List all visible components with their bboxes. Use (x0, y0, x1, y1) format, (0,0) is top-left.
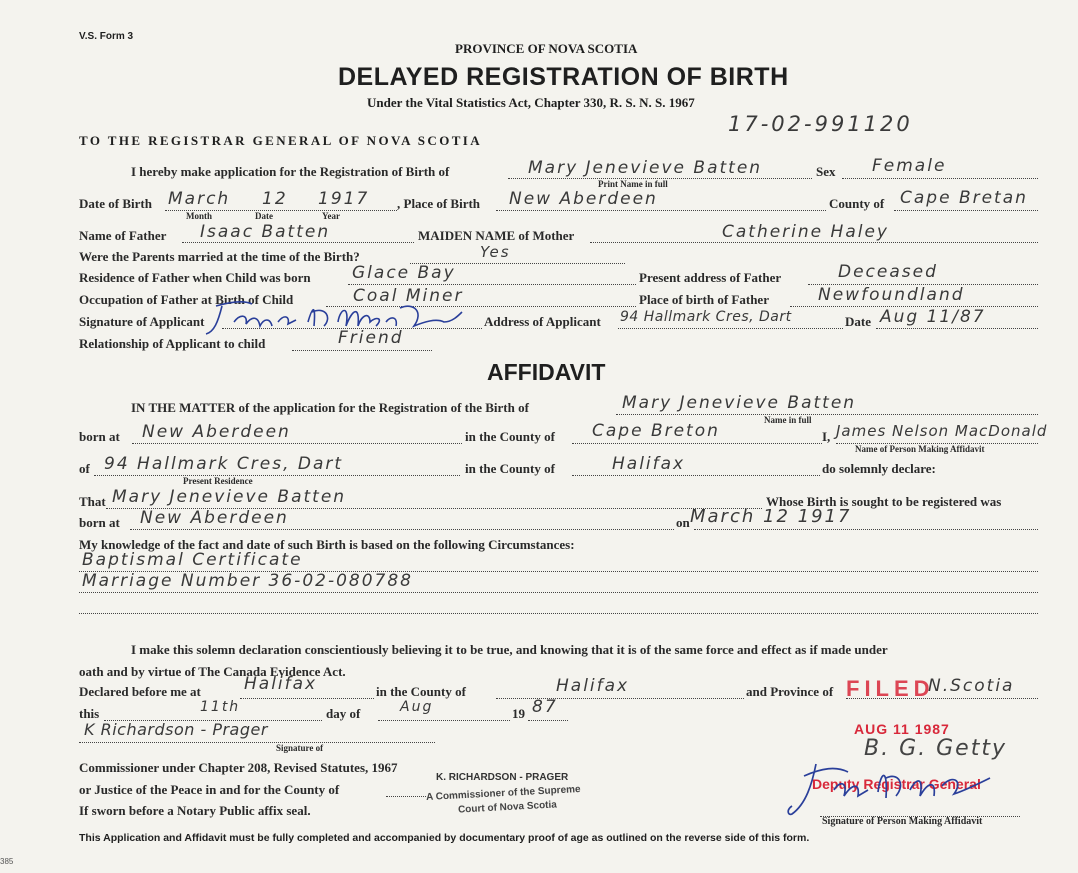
affidavit-county-value: Cape Breton (592, 421, 720, 441)
place-of-birth-label: , Place of Birth (397, 196, 481, 211)
month-line (378, 720, 510, 721)
declare-label: do solemnly declare: (822, 461, 936, 476)
residence-caption: Present Residence (183, 476, 253, 486)
margin-note: 385 (0, 857, 14, 866)
commissioner-stamp-line-1: K. RICHARDSON - PRAGER (436, 772, 569, 783)
date-caption: Date (255, 211, 273, 221)
county2-line (572, 475, 820, 476)
whose-label: Whose Birth is sought to be registered was (766, 494, 1002, 509)
declared-county-label: in the County of (376, 684, 466, 699)
on-label: on (676, 515, 690, 530)
county-value: Cape Bretan (900, 188, 1028, 208)
affiant-signature-caption: Signature of Person Making Affidavit (822, 816, 983, 827)
intro-label: I hereby make application for the Registration of Birth of (131, 164, 450, 179)
relationship-label: Relationship of Applicant to child (79, 336, 266, 351)
born-at2-label: born at (79, 515, 120, 530)
affidavit-child-value: Mary Jenevieve Batten (622, 393, 857, 413)
father-label: Name of Father (79, 228, 167, 243)
that-name-value: Mary Jenevieve Batten (112, 487, 347, 507)
sex-label: Sex (816, 164, 836, 179)
relationship-value: Friend (338, 328, 404, 348)
province-heading: PROVINCE OF NOVA SCOTIA (455, 41, 638, 56)
dob-date: 12 (262, 189, 288, 209)
circumstance-line-3 (79, 613, 1038, 614)
that-label: That (79, 494, 106, 509)
registrar-initials: B. G. Getty (864, 736, 1007, 761)
on-line (694, 529, 1038, 530)
father-line (182, 242, 414, 243)
born-at2-line (130, 529, 674, 530)
commissioner-label: Commissioner under Chapter 208, Revised Statutes, 1967 (79, 760, 398, 775)
name-caption: Name in full (764, 415, 812, 425)
declared-county-value: Halifax (556, 676, 630, 696)
affidavit-county-line (572, 443, 822, 444)
mother-label: MAIDEN NAME of Mother (418, 228, 575, 243)
father-value: Isaac Batten (200, 222, 331, 242)
child-name-value: Mary Jenevieve Batten (528, 158, 763, 178)
declared-at-line (240, 698, 374, 699)
justice-line (386, 796, 426, 797)
month-caption: Month (186, 211, 213, 221)
mother-line (590, 242, 1038, 243)
day-value: 11th (200, 699, 241, 715)
father-birthplace-value: Newfoundland (818, 285, 965, 305)
father-residence-label: Residence of Father when Child was born (79, 270, 311, 285)
applicant-address-value: 94 Hallmark Cres, Dart (620, 309, 792, 325)
born-at-label: born at (79, 429, 120, 444)
of-label: of (79, 461, 90, 476)
dob-year: 1917 (318, 189, 370, 209)
date-line (876, 328, 1038, 329)
sex-value: Female (872, 156, 947, 176)
date-label: Date (845, 314, 871, 329)
commissioner-stamp-line-3: Court of Nova Scotia (457, 799, 558, 816)
on-date-value: March 12 1917 (690, 506, 852, 527)
signature-caption: Signature of (276, 743, 324, 753)
date-value: Aug 11/87 (880, 307, 986, 327)
relationship-line (292, 350, 432, 351)
declaration-line-1: I make this solemn declaration conscientiously believing it to be true, and knowing that it is of the same force and effect as if made under (131, 642, 888, 657)
print-name-caption: Print Name in full (598, 179, 668, 189)
commissioner-signature-value: K Richardson - Prager (84, 720, 268, 739)
declared-at-value: Halifax (244, 674, 318, 694)
circumstance-1-value: Baptismal Certificate (82, 550, 303, 570)
justice-label: or Justice of the Peace in and for the County of (79, 782, 340, 797)
filed-date-stamp: AUG 11 1987 (854, 721, 950, 737)
married-value: Yes (480, 243, 511, 261)
applicant-signature (200, 292, 468, 340)
father-residence-value: Glace Bay (352, 263, 456, 283)
father-present-value: Deceased (838, 262, 938, 282)
year-line (528, 720, 568, 721)
i-label: I, (822, 429, 831, 444)
affidavit-county-label: in the County of (465, 429, 555, 444)
year-caption: Year (322, 211, 340, 221)
place-of-birth-value: New Aberdeen (509, 189, 658, 209)
knowledge-label: My knowledge of the fact and date of such Birth is based on the following Circumstances: (79, 537, 575, 552)
father-present-label: Present address of Father (639, 270, 782, 285)
month-value: Aug (400, 699, 434, 715)
affidavit-child-line (616, 414, 1038, 415)
born-at-value: New Aberdeen (142, 422, 291, 442)
form-code: V.S. Form 3 (79, 31, 134, 42)
mother-value: Catherine Haley (722, 222, 889, 242)
dob-label: Date of Birth (79, 196, 152, 211)
commissioner-stamp-line-2: A Commissioner of the Supreme (425, 783, 581, 804)
province-label: and Province of (746, 684, 834, 699)
declaration-line-2: oath and by virtue of The Canada Evidence Act. (79, 664, 346, 679)
father-residence-line (348, 284, 636, 285)
county-line (894, 210, 1038, 211)
province-value: N.Scotia (928, 676, 1015, 696)
page-subtitle: Under the Vital Statistics Act, Chapter 330, R. S. N. S. 1967 (367, 95, 695, 110)
footer-note: This Application and Affidavit must be fully completed and accompanied by documentary proof of age as outlined on the reverse side of this form. (79, 832, 810, 844)
county2-value: Halifax (612, 454, 686, 474)
father-birthplace-label: Place of birth of Father (639, 292, 769, 307)
commissioner-signature-line (79, 742, 435, 743)
year-value: 87 (532, 697, 558, 717)
circumstance-line-2 (79, 592, 1038, 593)
occupation-label: Occupation of Father at Birth of Child (79, 292, 294, 307)
affiant-signature (782, 756, 1002, 822)
born-at2-value: New Aberdeen (140, 508, 289, 528)
applicant-address-label: Address of Applicant (484, 314, 601, 329)
file-number: 17-02-991120 (728, 112, 913, 136)
affiant-caption: Name of Person Making Affidavit (855, 444, 985, 454)
page-title: DELAYED REGISTRATION OF BIRTH (338, 63, 789, 91)
year-prefix: 19 (512, 706, 525, 721)
residence-line (94, 475, 460, 476)
matter-label: IN THE MATTER of the application for the Registration of the Birth of (131, 400, 529, 415)
occupation-value: Coal Miner (353, 286, 464, 306)
county-label: County of (829, 196, 885, 211)
filed-stamp: FILED (846, 676, 935, 701)
married-label: Were the Parents married at the time of the Birth? (79, 249, 360, 264)
affiant-name-value: James Nelson MacDonald (836, 422, 1048, 440)
notary-label: If sworn before a Notary Public affix seal. (79, 803, 311, 818)
place-of-birth-line (496, 210, 826, 211)
signature-label: Signature of Applicant (79, 314, 205, 329)
born-at-line (132, 443, 462, 444)
county2-label: in the County of (465, 461, 555, 476)
this-label: this (79, 706, 100, 721)
circumstance-2-value: Marriage Number 36-02-080788 (82, 571, 413, 591)
registrar-title-stamp: Deputy Registrar General (812, 776, 981, 792)
residence-value: 94 Hallmark Cres, Dart (104, 454, 344, 474)
applicant-address-line (618, 328, 843, 329)
affidavit-heading: AFFIDAVIT (487, 359, 606, 385)
sex-line (842, 178, 1038, 179)
dob-month: March (168, 189, 231, 209)
declared-label: Declared before me at (79, 684, 201, 699)
day-of-label: day of (326, 706, 361, 721)
addressee: TO THE REGISTRAR GENERAL OF NOVA SCOTIA (79, 133, 483, 148)
